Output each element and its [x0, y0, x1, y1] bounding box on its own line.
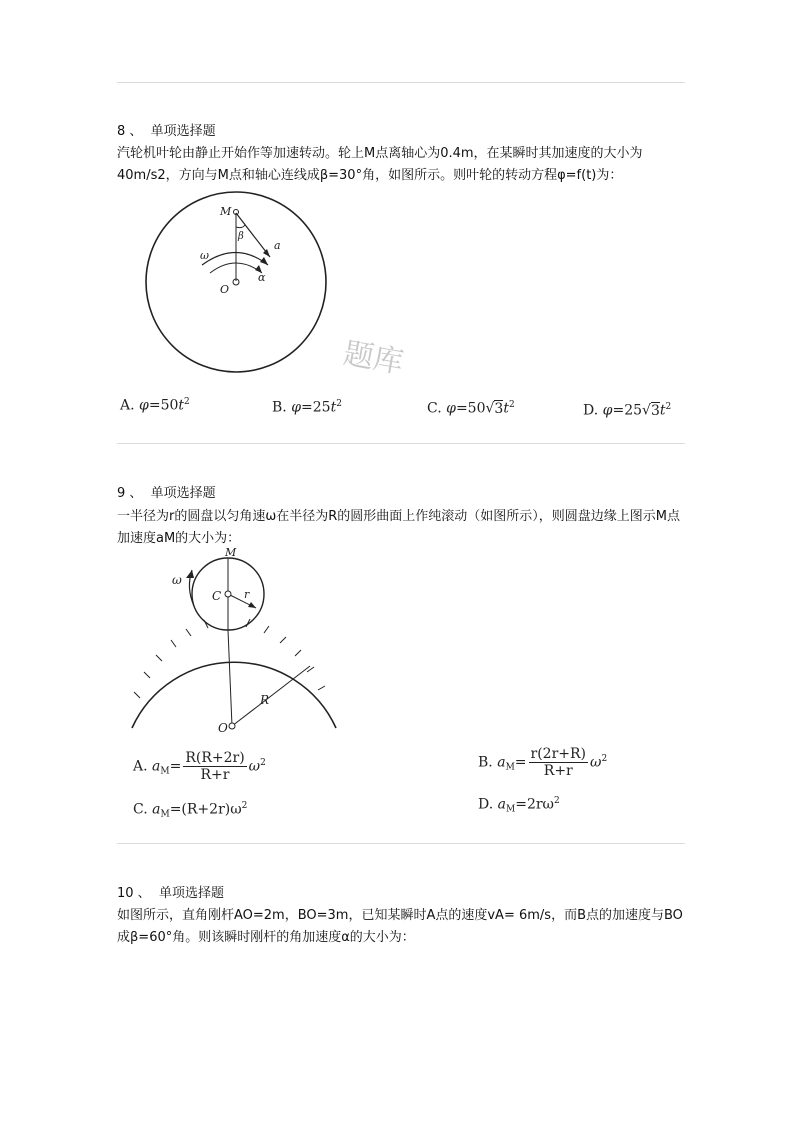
label-omega: ω: [200, 249, 209, 262]
q9-figure: [128, 548, 343, 738]
watermark: 题库: [340, 336, 406, 381]
q8-option-a[interactable]: A. $\varphi=50t^2$: [120, 397, 190, 414]
label-alpha: α: [258, 271, 266, 284]
label-R: R: [260, 693, 270, 707]
q9-option-c[interactable]: C. $a_M=(R+2r)\omega^2$: [133, 801, 248, 820]
q9-option-a[interactable]: A. $a_M=$ $\frac{R(R+2r)}{R+r}$ $\omega^2$: [133, 750, 266, 783]
disc-center-C: [225, 591, 231, 597]
q8-option-c[interactable]: C. $\varphi=50√3t^2$: [427, 400, 515, 417]
label-M: M: [220, 205, 232, 218]
label-r: r: [244, 588, 250, 601]
divider-top: [117, 82, 685, 83]
q10-header: [117, 882, 224, 901]
q8-text: 汽轮机叶轮由静止开始作等加速转动。轮上M点离轴心为0.4m，在某瞬时其加速度的大小为40m/s2，方向与M点和轴心连线成β=30°角，如图所示。则叶轮的转动方程φ=f(t)为：: [117, 146, 643, 183]
radius-R: [232, 666, 310, 726]
omega-arrowhead: [260, 257, 268, 265]
q8-type: 单项选择题: [150, 124, 216, 139]
label-O: O: [220, 283, 230, 296]
q9-option-b[interactable]: B. $a_M=$ $\frac{r(2r+R)}{R+r}$ $\omega^2$: [478, 746, 608, 779]
center-O: [229, 723, 235, 729]
q9-type: 单项选择题: [150, 486, 216, 501]
omega-arrowhead: [186, 570, 194, 578]
label-C: C: [212, 589, 222, 603]
q10-type: 单项选择题: [158, 886, 224, 901]
beta-arc: [236, 225, 245, 228]
q8-figure: [140, 185, 335, 385]
line-OC: [228, 630, 232, 726]
label-M: M: [225, 548, 237, 559]
surface-arc: [132, 662, 336, 728]
label-a: a: [274, 239, 281, 252]
q9-option-d[interactable]: D. $a_M=2r\omega^2$: [478, 796, 560, 815]
q10-number: 10 、: [117, 886, 151, 901]
q8-number: 8 、: [117, 124, 143, 139]
label-omega: ω: [172, 573, 182, 587]
q8-header: [117, 120, 216, 139]
label-O: O: [218, 721, 228, 735]
q8-option-b[interactable]: B. $\varphi=25t^2$: [272, 399, 342, 416]
sqrt-sign: √: [485, 400, 495, 417]
label-beta: β: [238, 231, 244, 242]
q9-text: 一半径为r的圆盘以匀角速ω在半径为R的圆形曲面上作纯滚动（如图所示），则圆盘边缘上图示M点加速度aM的大小为：: [117, 509, 680, 546]
divider-q8-q9: [117, 443, 685, 444]
q8-option-d[interactable]: D. $\varphi=25√3t^2$: [583, 402, 672, 419]
divider-q9-q10: [117, 843, 685, 844]
q9-number: 9 、: [117, 486, 143, 501]
q10-text: 如图所示，直角刚杆AO=2m，BO=3m，已知某瞬时A点的速度vA= 6m/s，而B点的加速度与BO成β=60°角。则该瞬时刚杆的角加速度α的大小为：: [117, 908, 683, 945]
q9-header: [117, 482, 216, 501]
sqrt-sign: √: [642, 402, 651, 419]
